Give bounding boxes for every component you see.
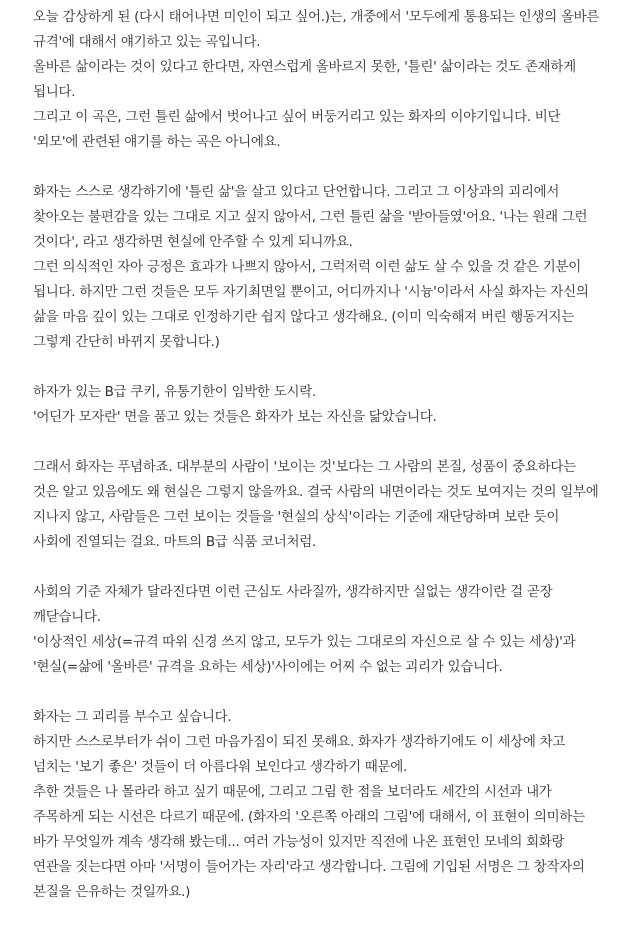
paragraph-wrong-life: 화자는 스스로 생각하기에 '틀린 삶'을 살고 있다고 단언합니다. 그리고 그 이상과의 괴리에서 찾아오는 불편감을 있는 그대로 지고 싶지 않아서, 그런 틀린 삶을 '받아들였'어요. '나는 원래 그런 것이다', 라고 생각하면 현실에 안주할 수 있게 되니까요.	[33, 184, 588, 250]
paragraph-spacer	[33, 155, 601, 180]
paragraph-right-life: 올바른 삶이라는 것이 있다고 한다면, 자연스럽게 올바르지 못한, '틀린' 삶이라는 것도 존재하게 됩니다.	[33, 59, 576, 100]
paragraph-intro-song: 오늘 감상하게 된 (다시 태어나면 미인이 되고 싶어.)는, 개중에서 '모두에게 통용되는 인생의 올바른 규격'에 대해서 얘기하고 있는 곡입니다.	[33, 9, 600, 50]
paragraph-narrator-story: 그리고 이 곡은, 그런 틀린 삶에서 벗어나고 싶어 버둥거리고 있는 화자의 이야기입니다. 비단 '외모'에 관련된 얘기를 하는 곡은 아니에요.	[33, 109, 561, 150]
paragraph-complaint: 그래서 화자는 푸념하죠. 대부분의 사람이 '보이는 것'보다는 그 사람의 본질, 성품이 중요하다는 것은 알고 있음에도 왜 현실은 그렇지 않을까요. 결국 사람의 내면이라는 것도 보여지는 것의 일부에 지나지 않고, 사람들은 그런 보이는 것들을 '현실의 상식'이라는 기준에 재단당하며 보란 듯이 사회에 진열되는 걸요. 마트의 B급 식품 코너처럼.	[33, 459, 599, 550]
paragraph-spacer	[33, 680, 601, 705]
paragraph-spacer	[33, 555, 601, 580]
paragraph-ideal-vs-reality: '이상적인 세상(=규격 따위 신경 쓰지 않고, 모두가 있는 그대로의 자신으로 살 수 있는 세상)'과 '현실(=삶에 '올바른' 규격을 요하는 세상)'사이에는 어찌 수 없는 괴리가 있습니다.	[33, 634, 576, 675]
paragraph-break-gap: 화자는 그 괴리를 부수고 싶습니다.	[33, 709, 232, 725]
paragraph-cannot-change: 하지만 스스로부터가 쉬이 그런 마음가짐이 되진 못해요. 화자가 생각하기에도 이 세상에 차고 넘치는 '보기 좋은' 것들이 더 아름다워 보인다고 생각하기 때문에.	[33, 734, 566, 775]
paragraph-painting-signature: 추한 것들은 나 몰라라 하고 싶기 때문에, 그리고 그림 한 점을 보더라도 세간의 시선과 내가 주목하게 되는 시선은 다르기 때문에. (화자의 '오른쪽 아래의 그림'에 대해서, 이 표현이 의미하는 바가 무엇일까 계속 생각해 봤는데... 여러 가능성이 있지만 직전에 나온 표현인 모네의 회화랑 연관을 짓는다면 아마 '서명이 들어가는 자리'라고 생각합니다. 그림에 기입된 서명은 그 창작자의 본질을 은유하는 것일까요.)	[33, 784, 585, 900]
paragraph-lacking-things: '어딘가 모자란' 면을 품고 있는 것들은 화자가 보는 자신을 닮았습니다.	[33, 409, 437, 425]
paragraph-spacer	[33, 430, 601, 455]
paragraph-self-affirmation: 그런 의식적인 자아 긍정은 효과가 나쁘지 않아서, 그럭저럭 이런 삶도 살 수 있을 것 같은 기분이 됩니다. 하지만 그런 것들은 모두 자기최면일 뿐이고, 어디까지나 '시늉'이라서 사실 화자는 자신의 삶을 마음 깊이 있는 그대로 인정하기란 쉽지 않다고 생각해요. (이미 익숙해져 버린 행동거지는 그렇게 간단히 바뀌지 못합니다.)	[33, 259, 589, 350]
paragraph-b-grade-items: 하자가 있는 B급 쿠키, 유통기한이 임박한 도시락.	[33, 384, 316, 400]
paragraph-spacer	[33, 355, 601, 380]
paragraph-social-standard: 사회의 기준 자체가 달라진다면 이런 근심도 사라질까, 생각하지만 실없는 생각이란 걸 곧장 깨닫습니다.	[33, 584, 553, 625]
